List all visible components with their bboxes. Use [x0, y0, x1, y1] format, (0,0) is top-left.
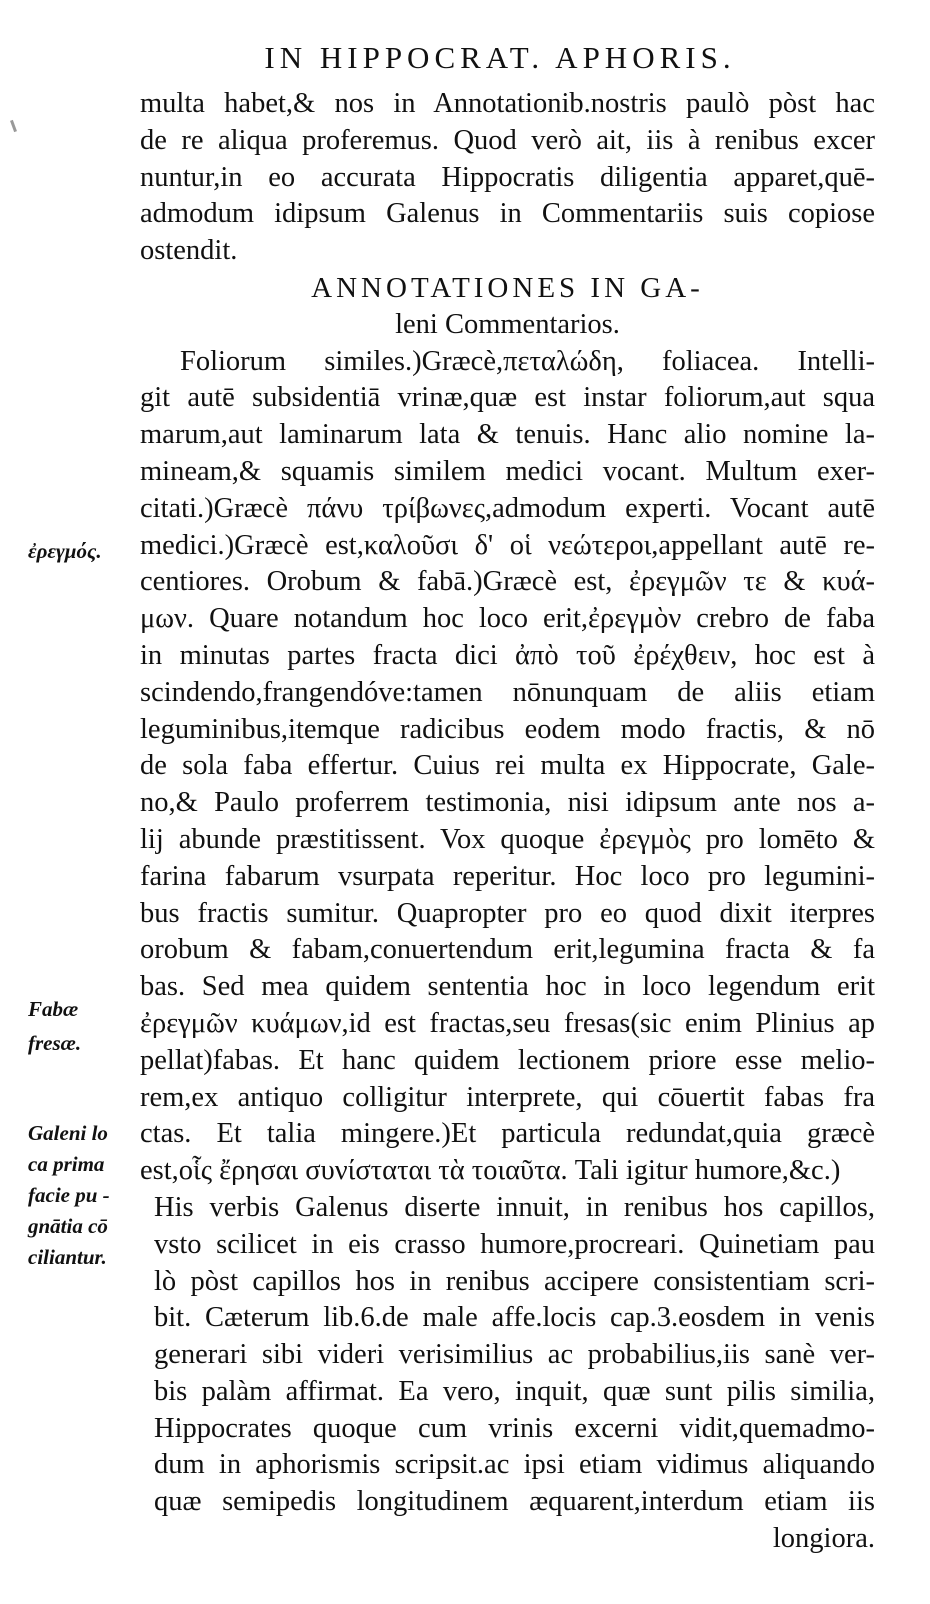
text-line: leni Commentarios.	[395, 308, 620, 340]
text-line: dum in aphorismis scripsit.ac ipsi etiam vidimus aliquando	[154, 1449, 875, 1481]
text-line: generari sibi videri verisimilius ac probabilius,iis sanè ver-	[154, 1339, 875, 1371]
margin-note-galeni-loca	[28, 1118, 110, 1273]
text-line: quæ semipedis longitudinem æquarent,interdum etiam iis	[154, 1486, 875, 1518]
text-line: Hippocrates quoque cum vrinis excerni vidit,quemadmo-	[154, 1412, 875, 1444]
text-line: marum,aut laminarum lata & tenuis. Hanc alio nomine la-	[140, 419, 875, 451]
text-line: ostendit.	[140, 235, 238, 267]
text-line: bas. Sed mea quidem sententia hoc in loco legendum erit	[140, 971, 875, 1003]
text-line: scindendo,frangendóve:tamen nōnunquam de aliis etiam	[140, 676, 875, 708]
margin-note-line: ciliantur.	[28, 1245, 107, 1269]
text-line: ctas. Et talia mingere.)Et particula redundat,quia græcè	[140, 1118, 875, 1150]
margin-note-line: Galeni lo	[28, 1121, 108, 1145]
text-line: farina fabarum vsurpata reperitur. Hoc loco pro legumini-	[140, 860, 875, 892]
running-head: IN HIPPOCRAT. APHORIS.	[264, 40, 736, 75]
margin-note-eregmos	[28, 536, 102, 566]
text-line: bit. Cæterum lib.6.de male affe.locis cap.3.eosdem in venis	[154, 1302, 875, 1334]
stray-ink-mark	[10, 120, 17, 132]
text-line: citati.)Græcè πάνυ τρίβωνες,admodum experti. Vocant autē	[140, 492, 875, 524]
margin-note-line: ἐρεγμός.	[28, 539, 102, 563]
margin-note-line: gnātia cō	[28, 1214, 108, 1238]
text-line: vsto scilicet in eis crasso humore,procreari. Quinetiam pau	[154, 1228, 875, 1260]
text-line: est,οἷς ἔρησαι συνίσταται τὰ τοιαῦτα. Tali igitur humore,&c.)	[140, 1155, 841, 1187]
text-line: mineam,& squamis similem medici vocant. Multum exer-	[140, 455, 875, 487]
body-text	[140, 86, 875, 1558]
text-line: bus fractis sumitur. Quapropter pro eo quod dixit iterpres	[140, 897, 875, 929]
text-line: Foliorum similes.)Græcè,πεταλώδη, foliacea. Intelli-	[180, 345, 875, 377]
section-heading: ANNOTATIONES IN GA-	[311, 271, 704, 304]
text-line: multa habet,& nos in Annotationib.nostris paulò pòst hac	[140, 88, 875, 119]
text-line: orobum & fabam,conuertendum erit,legumina fracta & fa	[140, 934, 875, 966]
text-line: no,& Paulo proferrem testimonia, nisi idipsum ante nos a-	[140, 787, 875, 819]
text-line: de re aliqua proferemus. Quod verò ait, iis à renibus excer	[140, 124, 875, 156]
margin-note-line: fresæ.	[28, 1031, 82, 1055]
margin-note-fabae-fresae	[28, 992, 81, 1060]
text-line: His verbis Galenus diserte innuit, in renibus hos capillos,	[154, 1191, 875, 1223]
margin-note-line: Fabæ	[28, 997, 79, 1021]
text-line: bis palàm affirmat. Ea vero, inquit, quæ sunt pilis similia,	[154, 1375, 875, 1407]
text-line: lij abunde præstitissent. Vox quoque ἐρεγμὸς pro lomēto &	[140, 823, 875, 855]
text-line: git autē subsidentiā vrinæ,quæ est instar foliorum,aut squa	[140, 382, 875, 414]
text-line: ἐρεγμῶν κυάμων,id est fractas,seu fresas(sic enim Plinius ap	[140, 1007, 875, 1039]
margin-note-line: facie pu -	[28, 1183, 110, 1207]
text-line: rem,ex antiquo colligitur interprete, qui cōuertit fabas fra	[140, 1081, 875, 1113]
text-line: μων. Quare notandum hoc loco erit,ἐρεγμὸν crebro de faba	[140, 603, 875, 635]
text-line: de sola faba effertur. Cuius rei multa ex Hippocrate, Gale-	[140, 750, 875, 782]
text-line: centiores. Orobum & fabā.)Græcè est, ἐρεγμῶν τε & κυά-	[140, 566, 875, 598]
text-line: pellat)fabas. Et hanc quidem lectionem priore esse melio-	[140, 1044, 875, 1076]
text-line: in minutas partes fracta dici ἀπὸ τοῦ ἐρέχθειν, hoc est à	[140, 639, 875, 671]
text-line: longiora.	[772, 1523, 875, 1555]
margin-note-line: ca prima	[28, 1152, 105, 1176]
text-line: admodum idipsum Galenus in Commentariis suis copiose	[140, 198, 875, 230]
text-line: medici.)Græcè est,καλοῦσι δ' οἱ νεώτεροι,appellant autē re-	[140, 529, 875, 561]
text-line: nuntur,in eo accurata Hippocratis diligentia apparet,quē-	[140, 161, 875, 193]
text-line: leguminibus,itemque radicibus eodem modo fractis, & nō	[140, 713, 875, 745]
text-line: lò pòst capillos hos in renibus accipere consistentiam scri-	[154, 1265, 875, 1297]
